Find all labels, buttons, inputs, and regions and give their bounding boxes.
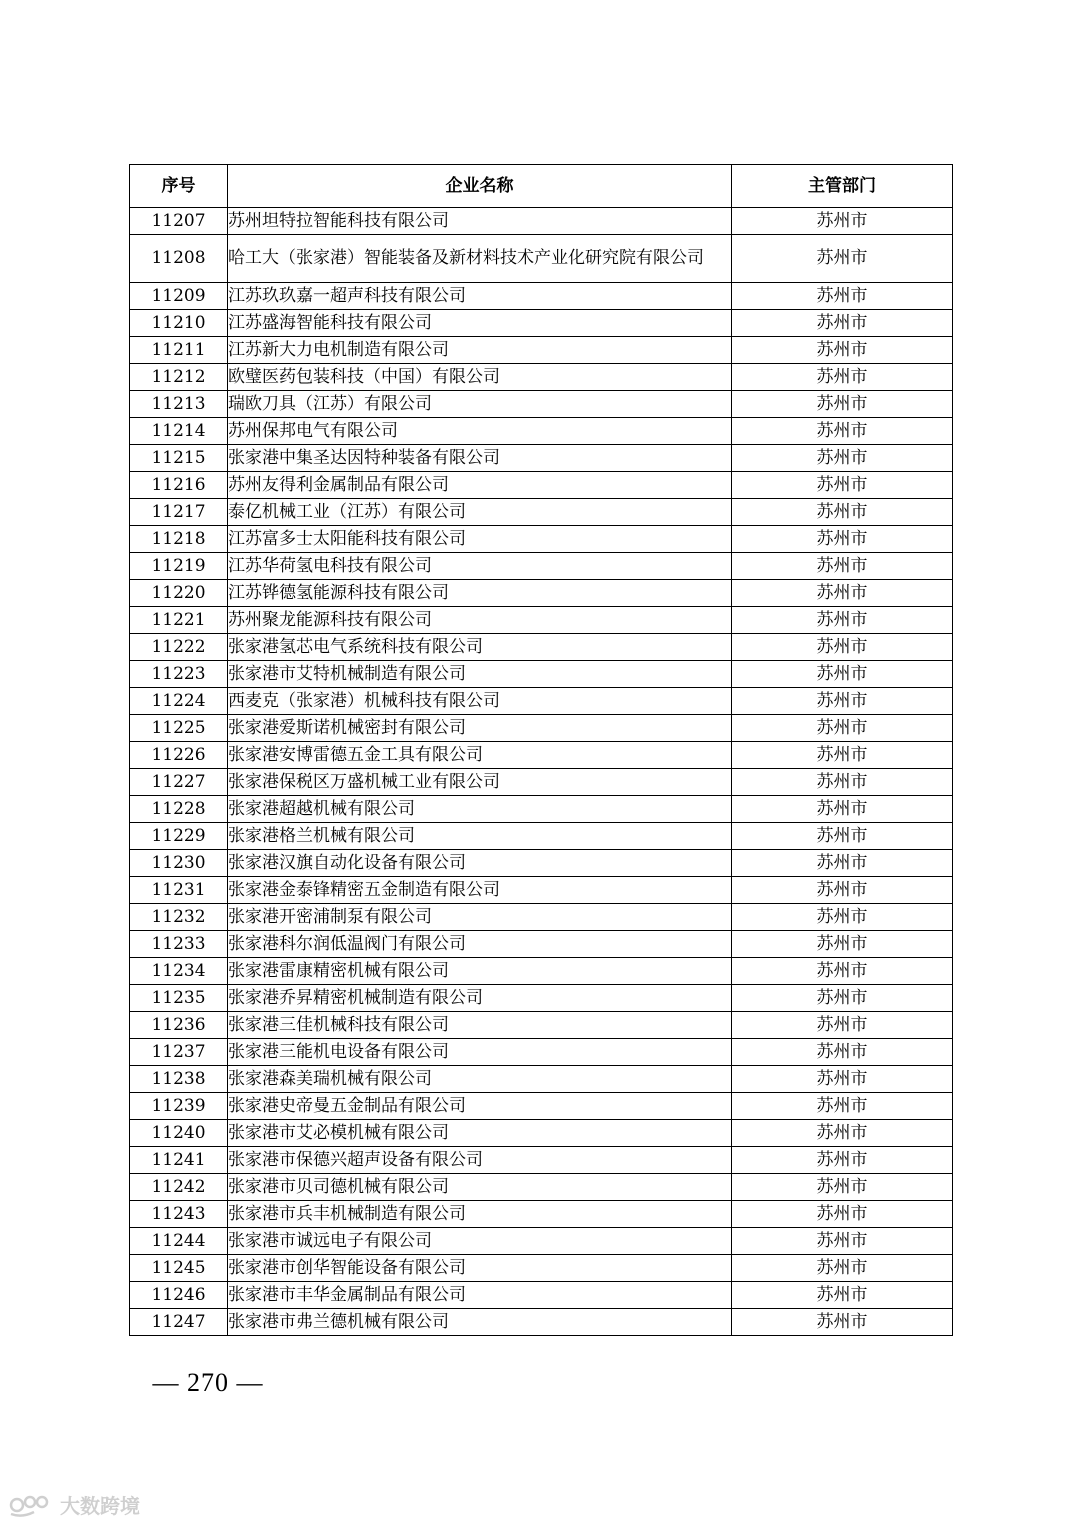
table-row: [130, 634, 953, 661]
table-row: [130, 796, 953, 823]
row-index: 11240: [130, 1120, 228, 1147]
header-index: 序号: [130, 165, 228, 208]
row-department: 苏州市: [732, 796, 953, 823]
row-company-name: 张家港氢芯电气系统科技有限公司: [228, 634, 732, 661]
brand-logo-icon: [8, 1492, 54, 1518]
row-index: 11235: [130, 985, 228, 1012]
table-row: [130, 1147, 953, 1174]
table-row: [130, 499, 953, 526]
row-company-name: 张家港森美瑞机械有限公司: [228, 1066, 732, 1093]
row-index: 11209: [130, 283, 228, 310]
row-department: 苏州市: [732, 418, 953, 445]
row-company-name: 江苏铧德氢能源科技有限公司: [228, 580, 732, 607]
row-company-name: 苏州聚龙能源科技有限公司: [228, 607, 732, 634]
row-company-name: 张家港汉旗自动化设备有限公司: [228, 850, 732, 877]
row-index: 11228: [130, 796, 228, 823]
row-company-name: 张家港中集圣达因特种装备有限公司: [228, 445, 732, 472]
row-company-name: 张家港市艾特机械制造有限公司: [228, 661, 732, 688]
row-department: 苏州市: [732, 1255, 953, 1282]
row-index: 11222: [130, 634, 228, 661]
row-index: 11214: [130, 418, 228, 445]
table-header: [130, 165, 953, 208]
table-row: [130, 580, 953, 607]
table-row: [130, 337, 953, 364]
row-index: 11212: [130, 364, 228, 391]
row-index: 11247: [130, 1309, 228, 1336]
row-company-name: 张家港市保德兴超声设备有限公司: [228, 1147, 732, 1174]
table-row: [130, 208, 953, 235]
table-row: [130, 445, 953, 472]
row-company-name: 张家港市创华智能设备有限公司: [228, 1255, 732, 1282]
row-company-name: 张家港金泰锋精密五金制造有限公司: [228, 877, 732, 904]
row-index: 11244: [130, 1228, 228, 1255]
row-department: 苏州市: [732, 1120, 953, 1147]
row-department: 苏州市: [732, 1201, 953, 1228]
header-company-name: 企业名称: [228, 165, 732, 208]
row-company-name: 张家港市贝司德机械有限公司: [228, 1174, 732, 1201]
row-department: 苏州市: [732, 769, 953, 796]
row-company-name: 张家港保税区万盛机械工业有限公司: [228, 769, 732, 796]
row-company-name: 张家港三能机电设备有限公司: [228, 1039, 732, 1066]
table-row: [130, 904, 953, 931]
row-department: 苏州市: [732, 661, 953, 688]
row-company-name: 张家港爱斯诺机械密封有限公司: [228, 715, 732, 742]
table-row: [130, 1309, 953, 1336]
row-department: 苏州市: [732, 958, 953, 985]
row-index: 11216: [130, 472, 228, 499]
row-index: 11234: [130, 958, 228, 985]
row-department: 苏州市: [732, 715, 953, 742]
row-index: 11221: [130, 607, 228, 634]
page-number: — 270 —: [152, 1368, 264, 1397]
row-department: 苏州市: [732, 283, 953, 310]
row-index: 11218: [130, 526, 228, 553]
row-department: 苏州市: [732, 1066, 953, 1093]
row-company-name: 张家港市诚远电子有限公司: [228, 1228, 732, 1255]
row-index: 11237: [130, 1039, 228, 1066]
table-row: [130, 742, 953, 769]
table-row: [130, 1039, 953, 1066]
table-row: [130, 1066, 953, 1093]
row-department: 苏州市: [732, 1147, 953, 1174]
table-row: [130, 688, 953, 715]
row-index: 11231: [130, 877, 228, 904]
row-index: 11207: [130, 208, 228, 235]
table-row: [130, 1201, 953, 1228]
table-row: [130, 958, 953, 985]
table-row: [130, 1228, 953, 1255]
row-department: 苏州市: [732, 742, 953, 769]
row-index: 11230: [130, 850, 228, 877]
row-index: 11238: [130, 1066, 228, 1093]
watermark-text: 大数跨境: [60, 1494, 140, 1518]
row-department: 苏州市: [732, 1012, 953, 1039]
row-index: 11233: [130, 931, 228, 958]
table-row: [130, 985, 953, 1012]
row-department: 苏州市: [732, 985, 953, 1012]
table-row: [130, 715, 953, 742]
row-company-name: 苏州保邦电气有限公司: [228, 418, 732, 445]
row-department: 苏州市: [732, 499, 953, 526]
table-row: [130, 877, 953, 904]
row-department: 苏州市: [732, 364, 953, 391]
row-company-name: 张家港科尔润低温阀门有限公司: [228, 931, 732, 958]
row-department: 苏州市: [732, 1282, 953, 1309]
table-row: [130, 472, 953, 499]
row-company-name: 江苏新大力电机制造有限公司: [228, 337, 732, 364]
row-department: 苏州市: [732, 850, 953, 877]
row-company-name: 张家港市艾必模机械有限公司: [228, 1120, 732, 1147]
row-department: 苏州市: [732, 634, 953, 661]
table-row: [130, 1255, 953, 1282]
row-company-name: 江苏华荷氢电科技有限公司: [228, 553, 732, 580]
row-department: 苏州市: [732, 607, 953, 634]
table-row: [130, 850, 953, 877]
row-index: 11220: [130, 580, 228, 607]
table-row: [130, 364, 953, 391]
row-index: 11219: [130, 553, 228, 580]
row-department: 苏州市: [732, 877, 953, 904]
row-department: 苏州市: [732, 823, 953, 850]
enterprise-table: [129, 164, 953, 1336]
table-row: [130, 1174, 953, 1201]
row-index: 11242: [130, 1174, 228, 1201]
row-company-name: 张家港雷康精密机械有限公司: [228, 958, 732, 985]
table-header-row: [130, 165, 953, 208]
row-department: 苏州市: [732, 580, 953, 607]
row-company-name: 张家港格兰机械有限公司: [228, 823, 732, 850]
row-department: 苏州市: [732, 1228, 953, 1255]
row-department: 苏州市: [732, 688, 953, 715]
row-index: 11223: [130, 661, 228, 688]
row-index: 11229: [130, 823, 228, 850]
row-company-name: 瑞欧刀具（江苏）有限公司: [228, 391, 732, 418]
table-row: [130, 607, 953, 634]
table-row: [130, 553, 953, 580]
row-department: 苏州市: [732, 553, 953, 580]
row-company-name: 江苏玖玖嘉一超声科技有限公司: [228, 283, 732, 310]
row-department: 苏州市: [732, 445, 953, 472]
table-row: [130, 661, 953, 688]
row-department: 苏州市: [732, 1174, 953, 1201]
row-department: 苏州市: [732, 391, 953, 418]
table-row: [130, 1120, 953, 1147]
row-department: 苏州市: [732, 235, 953, 283]
row-index: 11227: [130, 769, 228, 796]
row-department: 苏州市: [732, 931, 953, 958]
row-department: 苏州市: [732, 1309, 953, 1336]
table-row: [130, 931, 953, 958]
row-company-name: 张家港超越机械有限公司: [228, 796, 732, 823]
row-index: 11246: [130, 1282, 228, 1309]
row-department: 苏州市: [732, 310, 953, 337]
row-company-name: 哈工大（张家港）智能装备及新材料技术产业化研究院有限公司: [228, 235, 732, 283]
row-department: 苏州市: [732, 337, 953, 364]
row-index: 11215: [130, 445, 228, 472]
table-row: [130, 1282, 953, 1309]
row-company-name: 张家港安博雷德五金工具有限公司: [228, 742, 732, 769]
row-company-name: 江苏富多士太阳能科技有限公司: [228, 526, 732, 553]
row-index: 11225: [130, 715, 228, 742]
row-index: 11213: [130, 391, 228, 418]
row-company-name: 张家港市兵丰机械制造有限公司: [228, 1201, 732, 1228]
table-row: [130, 823, 953, 850]
table-row: [130, 283, 953, 310]
row-index: 11232: [130, 904, 228, 931]
row-company-name: 苏州坦特拉智能科技有限公司: [228, 208, 732, 235]
row-index: 11211: [130, 337, 228, 364]
row-company-name: 欧璧医药包装科技（中国）有限公司: [228, 364, 732, 391]
table-row: [130, 310, 953, 337]
table-row: [130, 418, 953, 445]
row-company-name: 泰亿机械工业（江苏）有限公司: [228, 499, 732, 526]
row-index: 11226: [130, 742, 228, 769]
row-department: 苏州市: [732, 526, 953, 553]
row-index: 11245: [130, 1255, 228, 1282]
row-index: 11241: [130, 1147, 228, 1174]
table-body: [130, 208, 953, 1336]
row-index: 11224: [130, 688, 228, 715]
row-index: 11210: [130, 310, 228, 337]
row-department: 苏州市: [732, 1039, 953, 1066]
row-company-name: 西麦克（张家港）机械科技有限公司: [228, 688, 732, 715]
row-department: 苏州市: [732, 208, 953, 235]
table-row: [130, 1093, 953, 1120]
row-company-name: 张家港市丰华金属制品有限公司: [228, 1282, 732, 1309]
row-index: 11208: [130, 235, 228, 283]
table-row: [130, 391, 953, 418]
row-company-name: 江苏盛海智能科技有限公司: [228, 310, 732, 337]
table-row: [130, 1012, 953, 1039]
row-index: 11217: [130, 499, 228, 526]
row-company-name: 张家港乔昇精密机械制造有限公司: [228, 985, 732, 1012]
row-department: 苏州市: [732, 472, 953, 499]
table-row: [130, 526, 953, 553]
row-company-name: 张家港市弗兰德机械有限公司: [228, 1309, 732, 1336]
row-department: 苏州市: [732, 1093, 953, 1120]
watermark: [8, 1490, 140, 1519]
row-company-name: 张家港三佳机械科技有限公司: [228, 1012, 732, 1039]
row-company-name: 张家港开密浦制泵有限公司: [228, 904, 732, 931]
header-department: 主管部门: [732, 165, 953, 208]
row-company-name: 苏州友得利金属制品有限公司: [228, 472, 732, 499]
row-company-name: 张家港史帝曼五金制品有限公司: [228, 1093, 732, 1120]
row-index: 11243: [130, 1201, 228, 1228]
table-row: [130, 235, 953, 283]
row-department: 苏州市: [732, 904, 953, 931]
row-index: 11239: [130, 1093, 228, 1120]
row-index: 11236: [130, 1012, 228, 1039]
table-row: [130, 769, 953, 796]
